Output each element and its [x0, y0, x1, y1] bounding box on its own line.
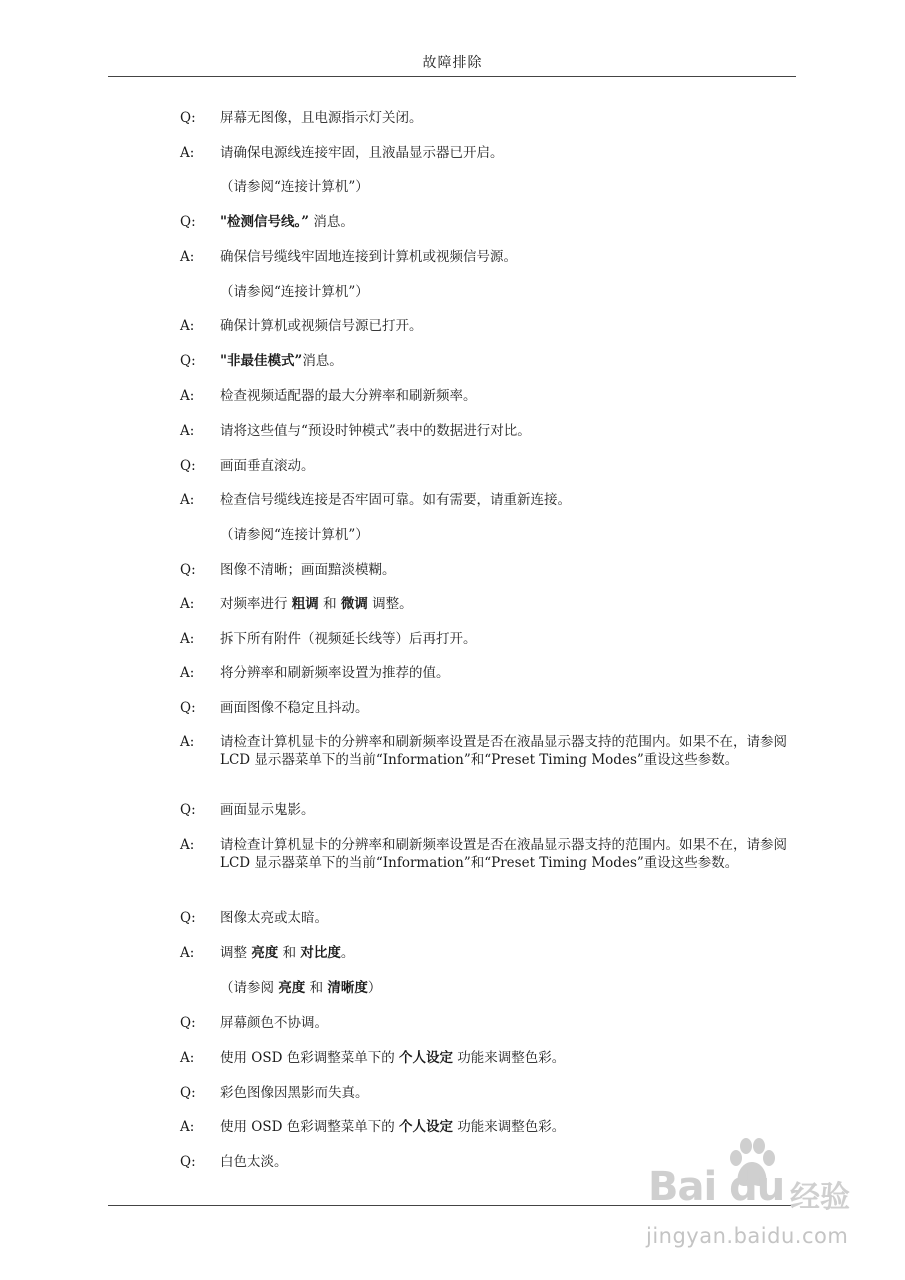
- answer-label: A:: [180, 631, 195, 647]
- text-segment: 和: [278, 945, 301, 961]
- text-segment: 将分辨率和刷新频率设置为推荐的值。: [220, 665, 450, 681]
- answer-label: A:: [180, 423, 195, 439]
- answer-row: [180, 144, 800, 162]
- text-segment: 请确保电源线连接牢固，且液晶显示器已开启。: [220, 145, 504, 161]
- bold-term: 清晰度: [327, 980, 368, 996]
- answer-row: [180, 836, 800, 872]
- bold-term: 粗调: [291, 596, 319, 612]
- reference-row: [180, 283, 800, 301]
- question-label: Q:: [180, 1085, 196, 1101]
- baidu-jingyan-watermark: [640, 1130, 870, 1270]
- question-row: [180, 561, 800, 579]
- question-label: Q:: [180, 214, 196, 230]
- qa-text: [220, 178, 798, 196]
- answer-row: [180, 491, 800, 509]
- qa-text: [220, 909, 798, 927]
- text-segment: 使用 OSD 色彩调整菜单下的: [220, 1050, 400, 1066]
- answer-label: A:: [180, 1050, 195, 1066]
- watermark-brand-cn: 经验: [790, 1180, 850, 1215]
- bold-term: "非最佳模式”: [220, 353, 303, 369]
- text-segment: 功能来调整色彩。: [453, 1119, 566, 1135]
- qa-text: [220, 699, 798, 717]
- answer-row: [180, 944, 800, 962]
- header-divider: [108, 76, 796, 77]
- qa-text: [220, 387, 798, 405]
- question-label: Q:: [180, 910, 196, 926]
- text-segment: 拆下所有附件（视频延长线等）后再打开。: [220, 631, 477, 647]
- qa-text: [220, 664, 798, 682]
- text-segment: 彩色图像因黑影而失真。: [220, 1085, 369, 1101]
- qa-text: [220, 1084, 798, 1102]
- qa-text: [220, 283, 798, 301]
- qa-text: [220, 526, 798, 544]
- question-label: Q:: [180, 110, 196, 126]
- answer-row: [180, 733, 800, 769]
- question-row: [180, 109, 800, 127]
- qa-text: [220, 457, 798, 475]
- question-row: [180, 801, 800, 819]
- question-row: [180, 1014, 800, 1032]
- qa-text: [220, 561, 798, 579]
- question-row: [180, 1084, 800, 1102]
- text-segment: 确保计算机或视频信号源已打开。: [220, 318, 423, 334]
- qa-text: [220, 144, 798, 162]
- answer-label: A:: [180, 145, 195, 161]
- question-label: Q:: [180, 458, 196, 474]
- question-label: Q:: [180, 353, 196, 369]
- text-segment: 和: [318, 596, 341, 612]
- text-segment: 调整: [220, 945, 252, 961]
- text-segment: 。: [340, 945, 355, 961]
- qa-text: [220, 422, 798, 440]
- text-segment: 使用 OSD 色彩调整菜单下的: [220, 1119, 400, 1135]
- qa-text: [220, 836, 798, 872]
- text-segment: 图像不清晰；画面黯淡模糊。: [220, 562, 396, 578]
- text-segment: 白色太淡。: [220, 1154, 288, 1170]
- text-segment: 确保信号缆线牢固地连接到计算机或视频信号源。: [220, 249, 517, 265]
- text-segment: ）: [367, 980, 382, 996]
- qa-text: [220, 944, 798, 962]
- answer-label: A:: [180, 249, 195, 265]
- bold-term: 对比度: [300, 945, 341, 961]
- text-segment: 和: [305, 980, 328, 996]
- qa-text: [220, 213, 798, 231]
- question-label: Q:: [180, 562, 196, 578]
- question-row: [180, 909, 800, 927]
- text-segment: 检查信号缆线连接是否牢固可靠。如有需要，请重新连接。: [220, 492, 571, 508]
- text-segment: 画面垂直滚动。: [220, 458, 315, 474]
- text-segment: （请参阅“连接计算机”）: [220, 179, 369, 195]
- qa-text: [220, 109, 798, 127]
- answer-label: A:: [180, 388, 195, 404]
- answer-label: A:: [180, 318, 195, 334]
- qa-text: [220, 317, 798, 335]
- text-segment: 调整。: [367, 596, 413, 612]
- text-segment: 画面显示鬼影。: [220, 802, 315, 818]
- answer-row: [180, 630, 800, 648]
- text-segment: 画面图像不稳定且抖动。: [220, 700, 369, 716]
- text-segment: 对频率进行: [220, 596, 292, 612]
- text-segment: 请检查计算机显卡的分辨率和刷新频率设置是否在液晶显示器支持的范围内。如果不在，请参阅 LCD 显示器菜单下的当前“Information”和“Preset Timing Modes”重设这些参数。: [220, 734, 787, 768]
- qa-text: [220, 1049, 798, 1067]
- answer-label: A:: [180, 492, 195, 508]
- text-segment: 图像太亮或太暗。: [220, 910, 328, 926]
- answer-label: A:: [180, 1119, 195, 1135]
- answer-label: A:: [180, 596, 195, 612]
- reference-row: [180, 178, 800, 196]
- qa-text: [220, 801, 798, 819]
- text-segment: 请检查计算机显卡的分辨率和刷新频率设置是否在液晶显示器支持的范围内。如果不在，请参阅 LCD 显示器菜单下的当前“Information”和“Preset Timing Modes”重设这些参数。: [220, 837, 787, 871]
- bold-term: 微调: [340, 596, 368, 612]
- question-row: [180, 352, 800, 370]
- reference-row: [180, 979, 800, 997]
- question-label: Q:: [180, 1154, 196, 1170]
- watermark-url: jingyan.baidu.com: [646, 1224, 849, 1248]
- bold-term: 亮度: [251, 945, 279, 961]
- page-header-title: 故障排除: [422, 55, 483, 71]
- watermark-brand: Bai du: [648, 1164, 785, 1210]
- text-segment: （请参阅“连接计算机”）: [220, 527, 369, 543]
- text-segment: （请参阅“连接计算机”）: [220, 284, 369, 300]
- text-segment: 屏幕无图像，且电源指示灯关闭。: [220, 110, 423, 126]
- bold-term: "检测信号线。”: [220, 214, 310, 230]
- qa-text: [220, 595, 798, 613]
- question-label: Q:: [180, 1015, 196, 1031]
- text-segment: 消息。: [302, 353, 343, 369]
- qa-text: [220, 248, 798, 266]
- question-row: [180, 457, 800, 475]
- answer-label: A:: [180, 837, 195, 853]
- qa-text: [220, 733, 798, 769]
- answer-label: A:: [180, 665, 195, 681]
- qa-text: [220, 491, 798, 509]
- answer-label: A:: [180, 945, 195, 961]
- question-label: Q:: [180, 700, 196, 716]
- question-row: [180, 213, 800, 231]
- bold-term: 亮度: [278, 980, 306, 996]
- answer-row: [180, 422, 800, 440]
- question-row: [180, 699, 800, 717]
- text-segment: 功能来调整色彩。: [453, 1050, 566, 1066]
- text-segment: 检查视频适配器的最大分辨率和刷新频率。: [220, 388, 477, 404]
- text-segment: 请将这些值与“预设时钟模式”表中的数据进行对比。: [220, 423, 531, 439]
- question-label: Q:: [180, 802, 196, 818]
- bold-term: 个人设定: [399, 1119, 454, 1135]
- answer-row: [180, 387, 800, 405]
- qa-text: [220, 979, 798, 997]
- qa-text: [220, 1014, 798, 1032]
- answer-row: [180, 1049, 800, 1067]
- qa-text: [220, 630, 798, 648]
- text-segment: （请参阅: [220, 980, 279, 996]
- text-segment: 屏幕颜色不协调。: [220, 1015, 328, 1031]
- bold-term: 个人设定: [399, 1050, 454, 1066]
- answer-label: A:: [180, 734, 195, 750]
- answer-row: [180, 248, 800, 266]
- reference-row: [180, 526, 800, 544]
- answer-row: [180, 595, 800, 613]
- text-segment: 消息。: [309, 214, 354, 230]
- answer-row: [180, 317, 800, 335]
- answer-row: [180, 664, 800, 682]
- qa-text: [220, 352, 798, 370]
